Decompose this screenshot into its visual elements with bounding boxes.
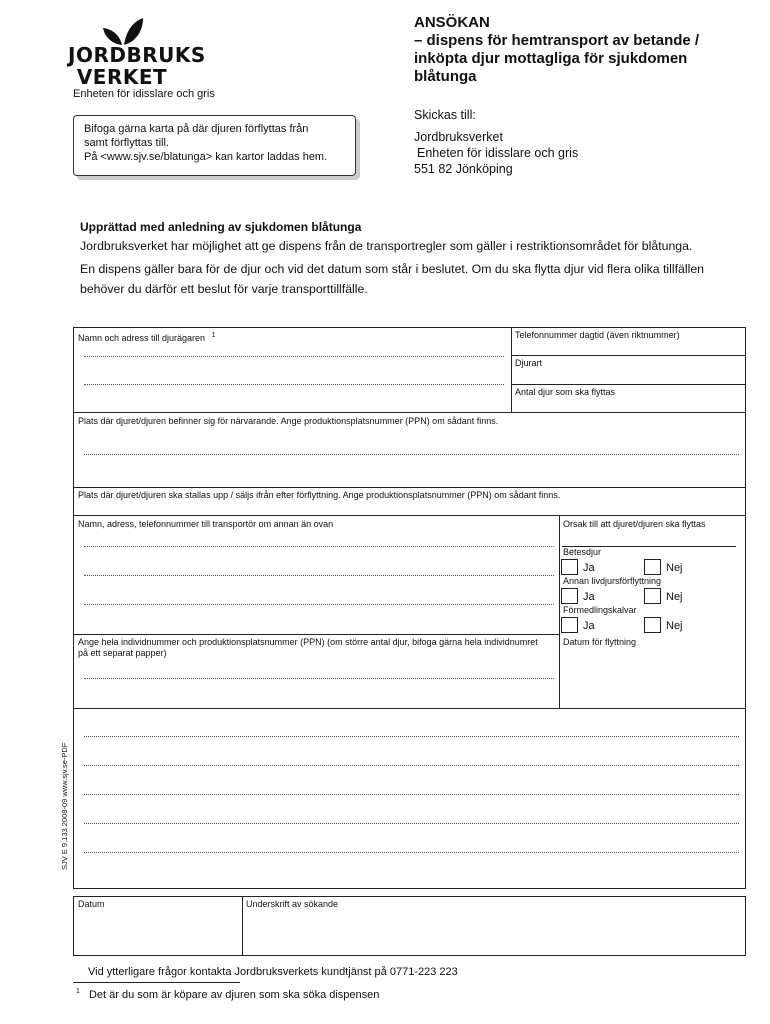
logo-text-line1: JORDBRUKS bbox=[68, 43, 206, 67]
reason-other-yes-checkbox[interactable] bbox=[561, 588, 578, 604]
intro-paragraph-1: Jordbruksverket har möjlighet att ge dispens från de transportregler som gäller i restriktionsområdet för blåtunga. bbox=[80, 239, 693, 253]
reason-grazing-yes-label: Ja bbox=[583, 562, 595, 574]
owner-input-line-2[interactable] bbox=[84, 384, 504, 385]
move-date-label: Datum för flyttning bbox=[563, 637, 637, 647]
reason-grazing-yes-checkbox[interactable] bbox=[561, 559, 578, 575]
footnote bbox=[76, 985, 379, 1002]
animal-count-label: Antal djur som ska flyttas bbox=[515, 387, 616, 397]
title-line-1: ANSÖKAN bbox=[414, 14, 490, 31]
transporter-input-line-2[interactable] bbox=[84, 575, 554, 576]
note-line-2: samt förflyttas till. bbox=[84, 137, 169, 149]
note-line-3: På <www.sjv.se/blatunga> kan kartor laddas hem. bbox=[84, 151, 328, 163]
reason-calves-no-checkbox[interactable] bbox=[644, 617, 661, 633]
reason-calves-yes-label: Ja bbox=[583, 620, 595, 632]
species-label: Djurart bbox=[515, 358, 543, 368]
phone-label: Telefonnummer dagtid (även riktnummer) bbox=[515, 330, 680, 340]
extra-input-line-1[interactable] bbox=[84, 736, 739, 737]
individual-number-label: Ange hela individnummer och produktionsplatsnummer (PPN) (om större antal djur, bifoga gärna hela individnumret på ett separat papper) bbox=[78, 637, 538, 658]
transporter-input-line-3[interactable] bbox=[84, 604, 554, 605]
unit-name: Enheten för idisslare och gris bbox=[73, 88, 215, 100]
intro-text bbox=[80, 236, 750, 299]
intro-heading: Upprättad med anledning av sjukdomen blåtunga bbox=[80, 220, 362, 234]
owner-input-line-1[interactable] bbox=[84, 356, 504, 357]
reason-other-no-label: Nej bbox=[666, 591, 683, 603]
title-line-3: inköpta djur mottagliga för sjukdomen bbox=[414, 50, 688, 67]
title-line-4: blåtunga bbox=[414, 68, 477, 85]
individual-number-input[interactable] bbox=[84, 678, 554, 679]
date-label: Datum bbox=[78, 899, 105, 909]
map-note-box bbox=[73, 115, 356, 176]
footnote-divider bbox=[73, 982, 240, 983]
footnote-text: Det är du som är köpare av djuren som ska söka dispensen bbox=[88, 988, 380, 1001]
address-line-3: 551 82 Jönköping bbox=[414, 162, 513, 176]
reason-other-yes-label: Ja bbox=[583, 591, 595, 603]
contact-text: Vid ytterligare frågor kontakta Jordbruksverkets kundtjänst på 0771-223 223 bbox=[88, 966, 458, 978]
extra-input-line-5[interactable] bbox=[84, 852, 739, 853]
reason-grazing-label: Betesdjur bbox=[563, 547, 602, 557]
owner-label: Namn och adress till djurägaren $^1$ bbox=[78, 332, 216, 343]
transporter-label: Namn, adress, telefonnummer till transportör om annan än ovan bbox=[78, 519, 334, 529]
reason-other-no-checkbox[interactable] bbox=[644, 588, 661, 604]
destination-label: Plats där djuret/djuren ska stallas upp / säljs ifrån efter förflyttning. Ange produktionsplatsnummer (PPN) om sådant finns. bbox=[78, 490, 561, 500]
extra-input-line-3[interactable] bbox=[84, 794, 739, 795]
intro-paragraph-2a: En dispens gäller bara för de djur och vid det datum som står i beslutet. Om du ska flytta djur vid flera olika tillfällen bbox=[80, 262, 705, 276]
reason-grazing-no-checkbox[interactable] bbox=[644, 559, 661, 575]
reason-calves-yes-checkbox[interactable] bbox=[561, 617, 578, 633]
send-to-address bbox=[414, 129, 578, 177]
reason-calves-no-label: Nej bbox=[666, 620, 683, 632]
address-line-1: Jordbruksverket bbox=[414, 130, 503, 144]
logo-leaf-icon bbox=[101, 16, 145, 46]
note-line-1: Bifoga gärna karta på där djuren förflyttas från bbox=[84, 123, 309, 135]
present-location-input[interactable] bbox=[84, 454, 739, 455]
reason-grazing-no-label: Nej bbox=[666, 562, 683, 574]
intro-paragraph-2b: behöver du därför ett beslut för varje transporttillfälle. bbox=[80, 282, 368, 296]
extra-input-line-4[interactable] bbox=[84, 823, 739, 824]
application-form bbox=[73, 327, 746, 889]
signature-label: Underskrift av sökande bbox=[246, 899, 339, 909]
signature-box bbox=[73, 896, 746, 956]
extra-input-line-2[interactable] bbox=[84, 765, 739, 766]
address-line-2: Enheten för idisslare och gris bbox=[417, 146, 579, 160]
footnote-mark: 1 bbox=[76, 988, 80, 995]
form-code-side-text: SJV E 9.133 2008-09 www.sjv.se-PDF bbox=[60, 742, 69, 870]
logo-text-line2: VERKET bbox=[76, 65, 168, 89]
reason-label: Orsak till att djuret/djuren ska flyttas bbox=[563, 519, 706, 529]
page-title bbox=[414, 14, 744, 86]
reason-other-label: Annan livdjursförflyttning bbox=[563, 576, 662, 586]
transporter-input-line-1[interactable] bbox=[84, 546, 554, 547]
owner-footnote-mark: 1 bbox=[211, 332, 216, 339]
send-to-label: Skickas till: bbox=[414, 108, 476, 122]
title-line-2: – dispens för hemtransport av betande / bbox=[414, 32, 700, 49]
reason-calves-label: Förmedlingskalvar bbox=[563, 605, 637, 615]
present-location-label: Plats där djuret/djuren befinner sig för närvarande. Ange produktionsplatsnummer (PPN) om sådant finns. bbox=[78, 416, 499, 426]
